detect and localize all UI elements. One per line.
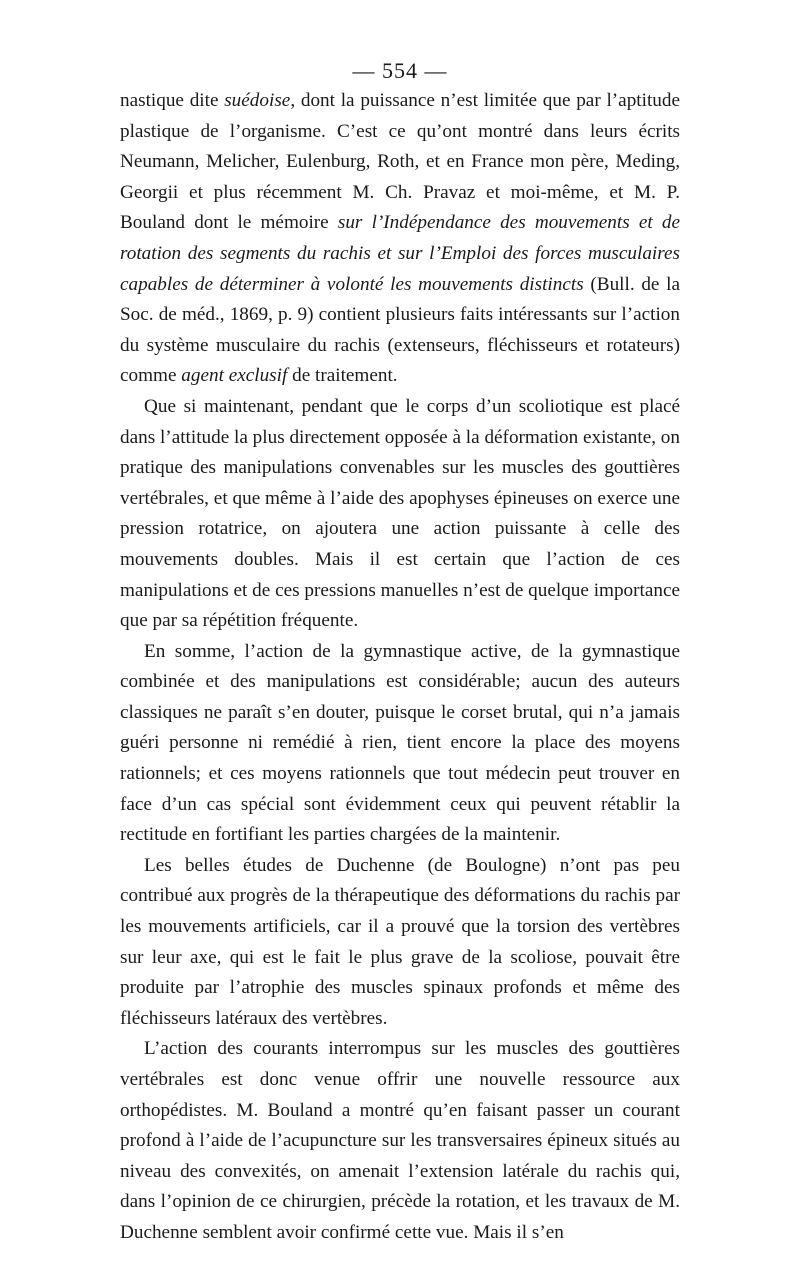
italic-text-run: sur l’Indépendance des mouvements et de rotation des segments du rachis et sur l’Emploi des forces musculaires capables de déterminer à volonté les mouvements distincts [120, 212, 680, 295]
text-run: Les belles études de Duchenne (de Boulogne) n’ont pas peu contribué aux progrès de la thérapeutique des déformations du rachis par les mouvements artificiels, car il a prouvé que la torsion des vertèbres sur leur axe, qui est le fait le plus grave de la scoliose, pouvait être produite par l’atrophie des muscles spinaux profonds et même des fléchisseurs latéraux des vertèbres. [120, 854, 680, 1029]
text-run: (Bull. de la Soc. de méd., 1869, p. 9) contient plusieurs faits intéressants sur l’action du système musculaire du rachis (extenseurs, fléchisseurs et rotateurs) comme [120, 273, 680, 387]
italic-text-run: agent exclusif [181, 365, 288, 387]
page-number: — 554 — [352, 58, 448, 83]
paragraph [120, 392, 680, 637]
text-run: nastique dite [120, 90, 225, 111]
paragraph [120, 637, 680, 851]
paragraph [120, 851, 680, 1035]
body-text [120, 86, 680, 1249]
text-run: En somme, l’action de la gymnastique active, de la gymnastique combinée et des manipulations est considérable; aucun des auteurs classiques ne paraît s’en douter, puisque le corset brutal, qui n’a jamais guéri personne ni remédié à rien, tient encore la place des moyens rationnels; et ces moyens rationnels que tout médecin peut trouver en face d’un cas spécial sont évidemment ceux qui peuvent rétablir la rectitude en fortifiant les parties chargées de la maintenir. [120, 640, 680, 846]
text-run: Que si maintenant, pendant que le corps d’un scoliotique est placé dans l’attitude la plus directement opposée à la déformation existante, on pratique des manipulations convenables sur les muscles des gouttières vertébrales, et que même à l’aide des apophyses épineuses on exerce une pression rotatrice, on ajoutera une action puissante à celle des mouvements doubles. Mais il est certain que l’action de ces manipulations et de ces pressions manuelles n’est de quelque importance que par sa répétition fréquente. [120, 395, 681, 632]
paragraph [120, 86, 680, 392]
text-run: , dont la puissance n’est limitée que par l’aptitude plastique de l’organisme. C’est ce qu’ont montré dans leurs écrits Neumann, Melicher, Eulenburg, Roth, et en France mon père, Meding, Georgii et plus récemment M. Ch. Pravaz et moi-même, et M. P. Bouland dont le mémoire [120, 90, 680, 234]
text-run: de traitement. [287, 365, 398, 387]
paragraph [120, 1034, 680, 1248]
italic-text-run: suédoise [224, 90, 291, 111]
text-run: L’action des courants interrompus sur les muscles des gouttières vertébrales est donc venue offrir une nouvelle ressource aux orthopédistes. M. Bouland a montré qu’en faisant passer un courant profond à l’aide de l’acupuncture sur les transversaires épineux situés au niveau des convexités, on amenait l’extension latérale du rachis qui, dans l’opinion de ce chirurgien, précède la rotation, et les travaux de M. Duchenne semblent avoir confirmé cette vue. Mais il s’en [120, 1038, 680, 1243]
